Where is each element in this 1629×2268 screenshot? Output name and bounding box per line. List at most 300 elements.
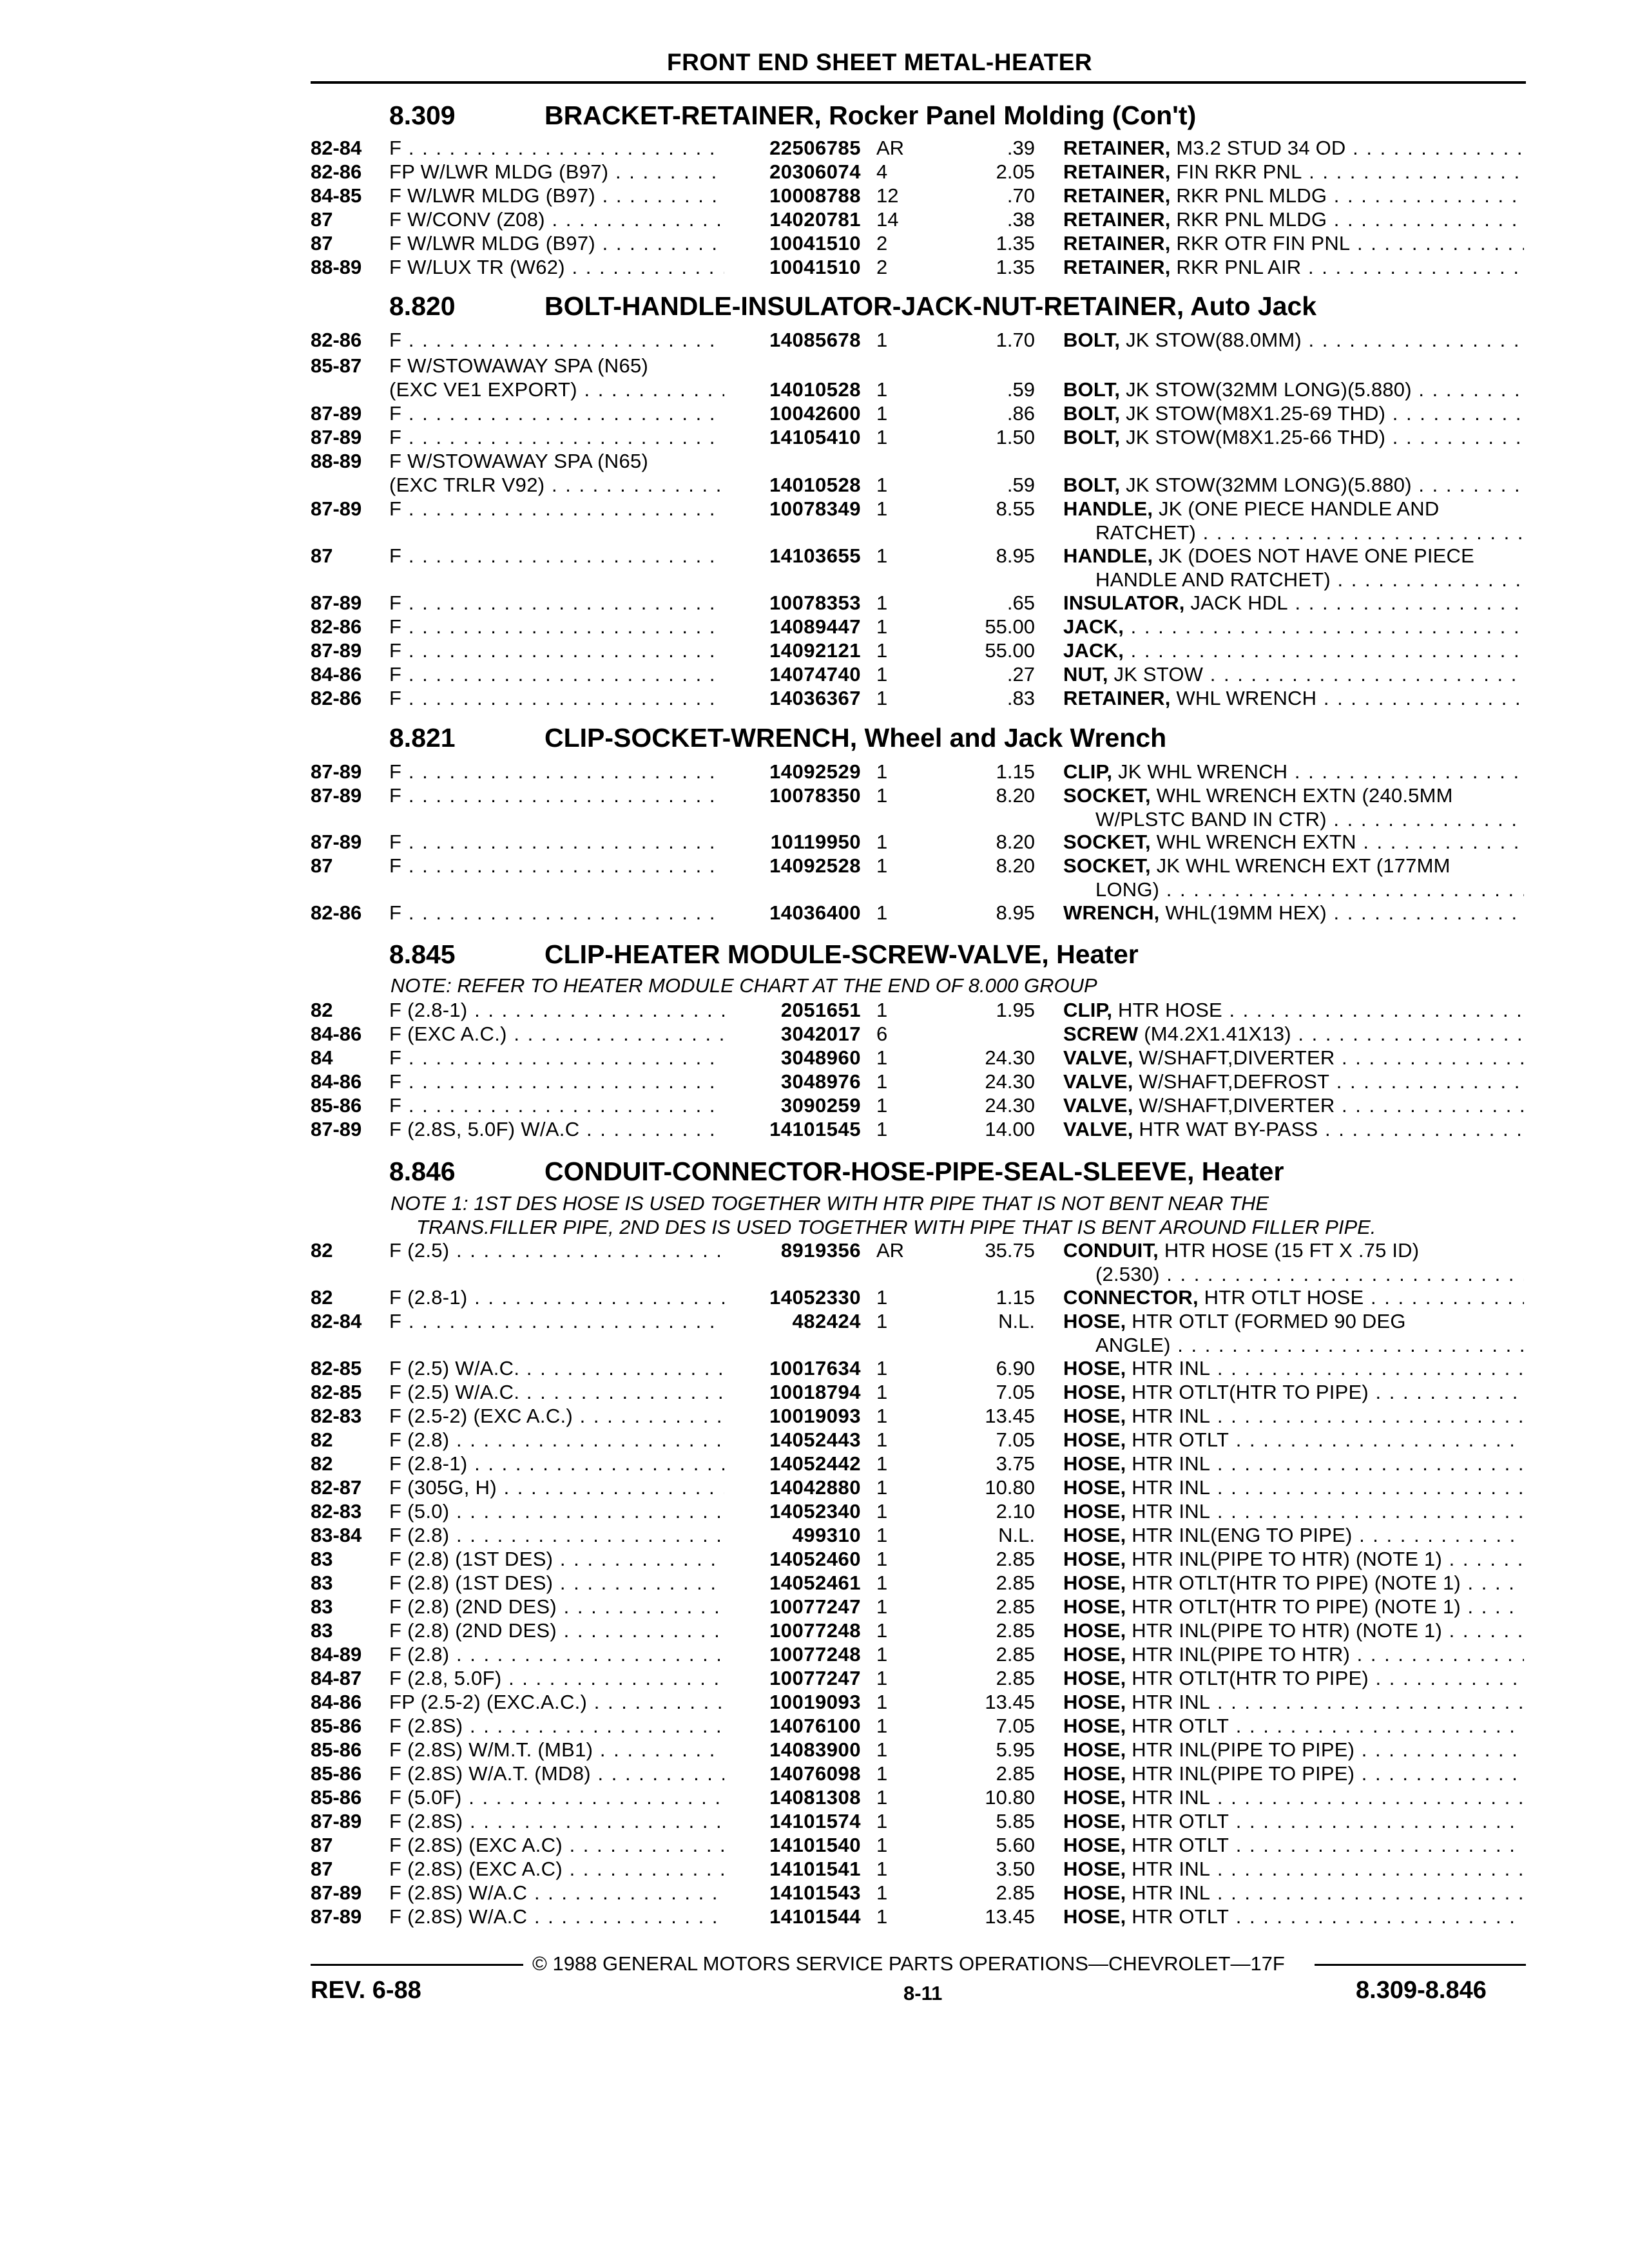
table-row-continuation <box>0 878 1629 902</box>
model-years: 87-89 <box>311 639 362 662</box>
table-row <box>0 999 1629 1023</box>
part-name-bold: BOLT, <box>1063 474 1121 496</box>
model-years: 85-86 <box>311 1738 362 1761</box>
price: .59 <box>1007 474 1035 496</box>
model-years: 87-89 <box>311 497 362 520</box>
part-name <box>1063 137 1524 160</box>
part-name-detail: HTR INL <box>1126 1500 1211 1523</box>
quantity: 1 <box>876 426 888 448</box>
price: 8.95 <box>996 544 1035 567</box>
page-number: 8-11 <box>903 1982 943 2004</box>
price: .38 <box>1007 208 1035 231</box>
part-name-bold: CLIP, <box>1063 999 1113 1021</box>
application-desc: F . . . <box>389 901 724 925</box>
model-years: 83 <box>311 1619 333 1642</box>
part-name <box>1063 1762 1524 1785</box>
quantity: 1 <box>876 1452 888 1475</box>
part-name-detail: HTR INL(PIPE TO HTR) <box>1126 1643 1350 1666</box>
quantity: 12 <box>876 184 899 207</box>
part-name-detail: HTR INL(PIPE TO HTR) (NOTE 1) <box>1126 1619 1443 1642</box>
part-number: 10008788 <box>769 184 861 207</box>
table-row <box>0 1691 1629 1715</box>
table-row <box>0 329 1629 352</box>
model-years: 87-89 <box>311 426 362 448</box>
price: 55.00 <box>985 639 1035 662</box>
quantity: 1 <box>876 854 888 877</box>
part-number: 14081308 <box>769 1786 861 1809</box>
part-name <box>1063 1858 1524 1881</box>
part-name-continuation: LONG) . . . <box>1095 878 1524 901</box>
table-row <box>0 208 1629 232</box>
price: 2.85 <box>996 1762 1035 1785</box>
part-number: 14092528 <box>769 854 861 877</box>
price: .27 <box>1007 663 1035 686</box>
model-years: 88-89 <box>311 450 362 472</box>
price: N.L. <box>998 1524 1035 1546</box>
part-number: 10119950 <box>770 831 861 853</box>
part-number: 14052443 <box>769 1428 861 1451</box>
part-name-detail: HTR OTLT(HTR TO PIPE) <box>1126 1381 1369 1403</box>
price: 1.35 <box>996 256 1035 278</box>
quantity: 1 <box>876 1310 888 1332</box>
model-years: 82-85 <box>311 1357 362 1379</box>
model-years: 83 <box>311 1595 333 1618</box>
price: 5.60 <box>996 1834 1035 1856</box>
part-name-bold: RETAINER, <box>1063 687 1171 709</box>
quantity: 1 <box>876 1381 888 1403</box>
part-number: 14052460 <box>769 1548 861 1570</box>
part-name-bold: RETAINER, <box>1063 232 1171 255</box>
application-desc: F . . . <box>389 329 724 352</box>
price: .59 <box>1007 378 1035 401</box>
model-years: 87-89 <box>311 1881 362 1904</box>
part-name-detail: JK WHL WRENCH <box>1112 760 1288 783</box>
quantity: 1 <box>876 1046 888 1069</box>
part-number: 14076098 <box>769 1762 861 1785</box>
table-row <box>0 256 1629 280</box>
part-number: 14052442 <box>769 1452 861 1475</box>
application-desc: F (2.8S) W/M.T. (MB1) . . . <box>389 1738 724 1762</box>
part-name <box>1063 1738 1524 1762</box>
table-row <box>0 687 1629 711</box>
quantity: 1 <box>876 1762 888 1785</box>
part-name-bold: RETAINER, <box>1063 184 1171 207</box>
part-number: 10077247 <box>769 1667 861 1689</box>
part-number: 14105410 <box>769 426 861 448</box>
part-name-detail: JK STOW(88.0MM) <box>1120 329 1302 351</box>
table-row <box>0 544 1629 568</box>
model-years: 87-89 <box>311 831 362 853</box>
part-name-bold: BOLT, <box>1063 426 1121 448</box>
price: 7.05 <box>996 1381 1035 1403</box>
part-number: 14101545 <box>769 1118 861 1140</box>
table-row <box>0 854 1629 878</box>
part-name-bold: BOLT, <box>1063 402 1121 425</box>
part-number: 10019093 <box>769 1691 861 1713</box>
part-name-detail: HTR OTLT <box>1126 1905 1229 1928</box>
application-desc: F . . . <box>389 639 724 662</box>
model-years: 88-89 <box>311 256 362 278</box>
table-row <box>0 784 1629 808</box>
part-name-bold: RETAINER, <box>1063 137 1171 159</box>
part-name-bold: HOSE, <box>1063 1881 1126 1904</box>
part-name-bold: HOSE, <box>1063 1571 1126 1594</box>
table-row <box>0 1881 1629 1905</box>
part-name-detail: HTR OTLT(HTR TO PIPE) (NOTE 1) <box>1126 1595 1461 1618</box>
price: 1.35 <box>996 232 1035 255</box>
part-name <box>1063 184 1524 207</box>
part-number: 14092529 <box>769 760 861 783</box>
part-number: 14052461 <box>769 1571 861 1594</box>
table-row <box>0 1023 1629 1046</box>
price: 2.85 <box>996 1881 1035 1904</box>
price: 8.95 <box>996 901 1035 924</box>
application-desc: F (2.8-1) . . . <box>389 1452 724 1475</box>
part-name <box>1063 329 1524 352</box>
part-number: 10019093 <box>769 1405 861 1427</box>
table-row <box>0 901 1629 925</box>
section-title: BRACKET-RETAINER, Rocker Panel Molding (Con't) <box>545 101 1197 130</box>
part-name-detail: HTR OTLT (FORMED 90 DEG <box>1126 1310 1406 1332</box>
part-name-bold: HOSE, <box>1063 1548 1126 1570</box>
model-years: 82-86 <box>311 329 362 351</box>
price: 2.85 <box>996 1667 1035 1689</box>
part-name-bold: HOSE, <box>1063 1667 1126 1689</box>
part-number: 10042600 <box>769 402 861 425</box>
part-name-detail: W/SHAFT,DIVERTER <box>1133 1046 1335 1069</box>
part-number: 14089447 <box>769 615 861 638</box>
part-name <box>1063 1405 1524 1428</box>
part-name <box>1063 591 1524 615</box>
part-number: 14020781 <box>769 208 861 231</box>
model-years: 82 <box>311 1239 333 1262</box>
section-title: CLIP-SOCKET-WRENCH, Wheel and Jack Wrench <box>545 723 1167 753</box>
quantity: 1 <box>876 901 888 924</box>
part-name-detail: HTR OTLT <box>1126 1810 1229 1832</box>
part-number: 14010528 <box>769 378 861 401</box>
table-row <box>0 831 1629 854</box>
part-number: 10077248 <box>769 1643 861 1666</box>
model-years: 82-85 <box>311 1381 362 1403</box>
table-row <box>0 1643 1629 1667</box>
model-years: 82-83 <box>311 1500 362 1523</box>
price: N.L. <box>998 1310 1035 1332</box>
application-desc: F . . . <box>389 615 724 639</box>
application-desc: F . . . <box>389 402 724 425</box>
model-years: 85-86 <box>311 1715 362 1737</box>
part-name <box>1063 1428 1524 1452</box>
price: 13.45 <box>985 1905 1035 1928</box>
part-name-detail: RKR OTR FIN PNL <box>1170 232 1351 255</box>
part-name <box>1063 1286 1524 1309</box>
part-name-bold: HOSE, <box>1063 1834 1126 1856</box>
table-row <box>0 1524 1629 1548</box>
part-name-detail: HTR HOSE <box>1112 999 1222 1021</box>
part-name-bold: CONNECTOR, <box>1063 1286 1199 1309</box>
part-name-bold: HOSE, <box>1063 1786 1126 1809</box>
application-desc: F (2.8) . . . <box>389 1524 724 1547</box>
table-row <box>0 1810 1629 1834</box>
application-desc: F . . . <box>389 544 724 568</box>
model-years: 82-86 <box>311 160 362 183</box>
part-name-detail: JACK HDL <box>1184 591 1288 614</box>
part-name-detail: HTR HOSE (15 FT X .75 ID) <box>1159 1239 1420 1262</box>
part-number: 14074740 <box>769 663 861 686</box>
part-name-detail: (M4.2X1.41X13) <box>1138 1023 1291 1045</box>
part-number: 14042880 <box>769 1476 861 1499</box>
application-desc: F W/LWR MLDG (B97) . . . <box>389 232 724 255</box>
price: 3.75 <box>996 1452 1035 1475</box>
part-name <box>1063 1094 1524 1117</box>
price: 1.95 <box>996 999 1035 1021</box>
part-name-detail: HTR OTLT <box>1126 1834 1229 1856</box>
application-desc: F . . . <box>389 1310 724 1333</box>
table-row <box>0 1118 1629 1142</box>
part-name-detail: HTR INL <box>1126 1357 1211 1379</box>
part-name <box>1063 1691 1524 1714</box>
part-name-bold: JACK, <box>1063 639 1124 662</box>
application-desc: F (2.8S) W/A.T. (MD8) . . . <box>389 1762 724 1785</box>
part-number: 14052330 <box>769 1286 861 1309</box>
application-desc: F (5.0F) . . . <box>389 1786 724 1809</box>
price: 5.95 <box>996 1738 1035 1761</box>
quantity: 6 <box>876 1023 888 1045</box>
table-row-continuation <box>0 808 1629 832</box>
application-desc: F (2.5) W/A.C. . . . <box>389 1357 724 1380</box>
table-row <box>0 1310 1629 1334</box>
model-years: 87-89 <box>311 1810 362 1832</box>
quantity: 1 <box>876 1738 888 1761</box>
table-row <box>0 1762 1629 1786</box>
model-years: 84 <box>311 1046 333 1069</box>
table-row <box>0 1381 1629 1405</box>
application-desc: F . . . <box>389 1094 724 1117</box>
part-name-detail: W/SHAFT,DIVERTER <box>1133 1094 1335 1117</box>
part-number: 14083900 <box>769 1738 861 1761</box>
part-name-bold: HOSE, <box>1063 1310 1126 1332</box>
table-row <box>0 1738 1629 1762</box>
quantity: 1 <box>876 1881 888 1904</box>
quantity: 1 <box>876 1476 888 1499</box>
application-desc: F . . . <box>389 854 724 878</box>
table-row <box>0 1286 1629 1310</box>
part-name-continuation: W/PLSTC BAND IN CTR) . . . <box>1095 808 1524 831</box>
quantity: 1 <box>876 1405 888 1427</box>
section-note: TRANS.FILLER PIPE, 2ND DES IS USED TOGETHER WITH PIPE THAT IS BENT AROUND FILLER PIPE. <box>416 1216 1376 1238</box>
part-name-bold: HOSE, <box>1063 1738 1126 1761</box>
quantity: 1 <box>876 402 888 425</box>
price: 7.05 <box>996 1428 1035 1451</box>
price: 8.20 <box>996 784 1035 807</box>
quantity: 1 <box>876 1691 888 1713</box>
application-desc: F . . . <box>389 497 724 521</box>
part-name-detail: HTR INL <box>1126 1691 1211 1713</box>
part-name-bold: JACK, <box>1063 615 1124 638</box>
model-years: 84-86 <box>311 663 362 686</box>
application-desc: F (2.8-1) . . . <box>389 999 724 1022</box>
part-name-bold: HOSE, <box>1063 1595 1126 1618</box>
model-years: 84-86 <box>311 1691 362 1713</box>
part-number: 10041510 <box>769 232 861 255</box>
price: 2.85 <box>996 1619 1035 1642</box>
part-name-detail: WHL WRENCH EXTN <box>1150 831 1356 853</box>
model-years: 87 <box>311 544 333 567</box>
part-name-detail: HTR OTLT HOSE <box>1198 1286 1364 1309</box>
table-row <box>0 639 1629 663</box>
part-name-detail: HTR WAT BY-PASS <box>1133 1118 1318 1140</box>
application-desc: F . . . <box>389 784 724 807</box>
table-row <box>0 1834 1629 1858</box>
price: 14.00 <box>985 1118 1035 1140</box>
model-years: 87 <box>311 232 333 255</box>
model-years: 82-84 <box>311 137 362 159</box>
table-row <box>0 1571 1629 1595</box>
part-name-bold: RETAINER, <box>1063 208 1171 231</box>
part-name <box>1063 1452 1524 1475</box>
application-desc: F (5.0) . . . <box>389 1500 724 1523</box>
application-desc: F W/STOWAWAY SPA (N65) <box>389 450 649 472</box>
price: 1.15 <box>996 1286 1035 1309</box>
price: 2.05 <box>996 160 1035 183</box>
section-number: 8.309 <box>389 101 456 130</box>
quantity: AR <box>876 1239 905 1262</box>
section-number: 8.845 <box>389 939 456 969</box>
quantity: 1 <box>876 474 888 496</box>
part-name-detail: JK (DOES NOT HAVE ONE PIECE <box>1153 544 1475 567</box>
section-number: 8.821 <box>389 723 456 753</box>
part-name-bold: CONDUIT, <box>1063 1239 1159 1262</box>
copyright-line: © 1988 GENERAL MOTORS SERVICE PARTS OPERATIONS—CHEVROLET—17F <box>532 1952 1285 1975</box>
part-name-bold: HOSE, <box>1063 1858 1126 1880</box>
model-years: 83-84 <box>311 1524 362 1546</box>
quantity: 1 <box>876 1643 888 1666</box>
part-name <box>1063 901 1524 925</box>
part-name-bold: HOSE, <box>1063 1476 1126 1499</box>
table-row <box>0 378 1629 402</box>
quantity: 1 <box>876 1118 888 1140</box>
part-name <box>1063 402 1524 425</box>
part-number: 14036367 <box>769 687 861 709</box>
table-row <box>0 663 1629 687</box>
table-row-continuation <box>0 1334 1629 1358</box>
model-years: 84-85 <box>311 184 362 207</box>
part-name-detail: HTR INL <box>1126 1452 1211 1475</box>
price: 2.85 <box>996 1571 1035 1594</box>
part-name-detail: WHL WRENCH EXTN (240.5MM <box>1150 784 1453 807</box>
part-name <box>1063 999 1524 1022</box>
table-row <box>0 1428 1629 1452</box>
part-name <box>1063 208 1524 231</box>
model-years: 83 <box>311 1571 333 1594</box>
application-desc: F (2.8-1) . . . <box>389 1286 724 1309</box>
part-name <box>1063 160 1524 184</box>
application-desc: F W/CONV (Z08) . . . <box>389 208 724 231</box>
table-row <box>0 497 1629 521</box>
part-name <box>1063 232 1524 255</box>
part-name-bold: HOSE, <box>1063 1428 1126 1451</box>
part-name <box>1063 760 1524 783</box>
section-range: 8.309-8.846 <box>1356 1977 1487 2004</box>
table-row <box>0 1476 1629 1500</box>
quantity: 1 <box>876 1834 888 1856</box>
table-row-continuation <box>0 521 1629 545</box>
quantity: AR <box>876 137 905 159</box>
quantity: 1 <box>876 1810 888 1832</box>
page-header-title: FRONT END SHEET METAL-HEATER <box>667 49 1093 75</box>
part-number: 482424 <box>792 1310 861 1332</box>
table-row <box>0 1667 1629 1691</box>
application-desc: F (2.8, 5.0F) . . . <box>389 1667 724 1690</box>
part-name <box>1063 615 1524 639</box>
part-name-bold: HOSE, <box>1063 1691 1126 1713</box>
part-name <box>1063 426 1524 449</box>
part-name-detail: JK (ONE PIECE HANDLE AND <box>1153 497 1440 520</box>
model-years: 82-86 <box>311 901 362 924</box>
table-row <box>0 184 1629 208</box>
part-name-detail: RKR PNL AIR <box>1170 256 1302 278</box>
part-name-bold: SOCKET, <box>1063 784 1151 807</box>
part-name <box>1063 1571 1524 1595</box>
part-name <box>1063 1786 1524 1809</box>
price: 6.90 <box>996 1357 1035 1379</box>
quantity: 1 <box>876 378 888 401</box>
part-name <box>1063 378 1524 401</box>
part-number: 3048976 <box>780 1070 861 1093</box>
part-name-detail: RKR PNL MLDG <box>1170 184 1327 207</box>
application-desc: F . . . <box>389 687 724 710</box>
quantity: 1 <box>876 639 888 662</box>
quantity: 1 <box>876 544 888 567</box>
table-row-continuation <box>0 1263 1629 1287</box>
part-number: 14101543 <box>769 1881 861 1904</box>
part-name-detail: HTR INL <box>1126 1881 1211 1904</box>
part-name-detail: HTR INL <box>1126 1858 1211 1880</box>
part-number: 10078349 <box>769 497 861 520</box>
model-years: 82-87 <box>311 1476 362 1499</box>
part-name <box>1063 687 1524 710</box>
application-desc: F (2.8S) (EXC A.C) . . . <box>389 1834 724 1857</box>
section-title: CONDUIT-CONNECTOR-HOSE-PIPE-SEAL-SLEEVE, Heater <box>545 1157 1284 1186</box>
table-row <box>0 1786 1629 1810</box>
quantity: 1 <box>876 1619 888 1642</box>
part-name-continuation: HANDLE AND RATCHET) . . . <box>1095 568 1524 591</box>
model-years: 82-86 <box>311 687 362 709</box>
table-row <box>0 232 1629 256</box>
part-name <box>1063 1524 1524 1547</box>
part-number: 10077248 <box>769 1619 861 1642</box>
part-name-bold: CLIP, <box>1063 760 1113 783</box>
table-row <box>0 1405 1629 1428</box>
application-desc: F (2.8) . . . <box>389 1428 724 1452</box>
quantity: 1 <box>876 497 888 520</box>
part-number: 10077247 <box>769 1595 861 1618</box>
model-years: 87-89 <box>311 784 362 807</box>
part-name-bold: VALVE, <box>1063 1046 1133 1069</box>
table-row <box>0 1070 1629 1094</box>
part-name-detail: JK STOW(32MM LONG)(5.880) <box>1120 378 1412 401</box>
part-name-bold: INSULATOR, <box>1063 591 1185 614</box>
revision-label: REV. 6-88 <box>311 1977 421 2004</box>
part-name <box>1063 1070 1524 1093</box>
table-row <box>0 615 1629 639</box>
quantity: 1 <box>876 1715 888 1737</box>
part-name-bold: SOCKET, <box>1063 854 1151 877</box>
application-desc: F (2.8S) . . . <box>389 1715 724 1738</box>
table-row <box>0 1500 1629 1524</box>
header-rule <box>311 81 1526 84</box>
table-row <box>0 1094 1629 1118</box>
quantity: 1 <box>876 687 888 709</box>
